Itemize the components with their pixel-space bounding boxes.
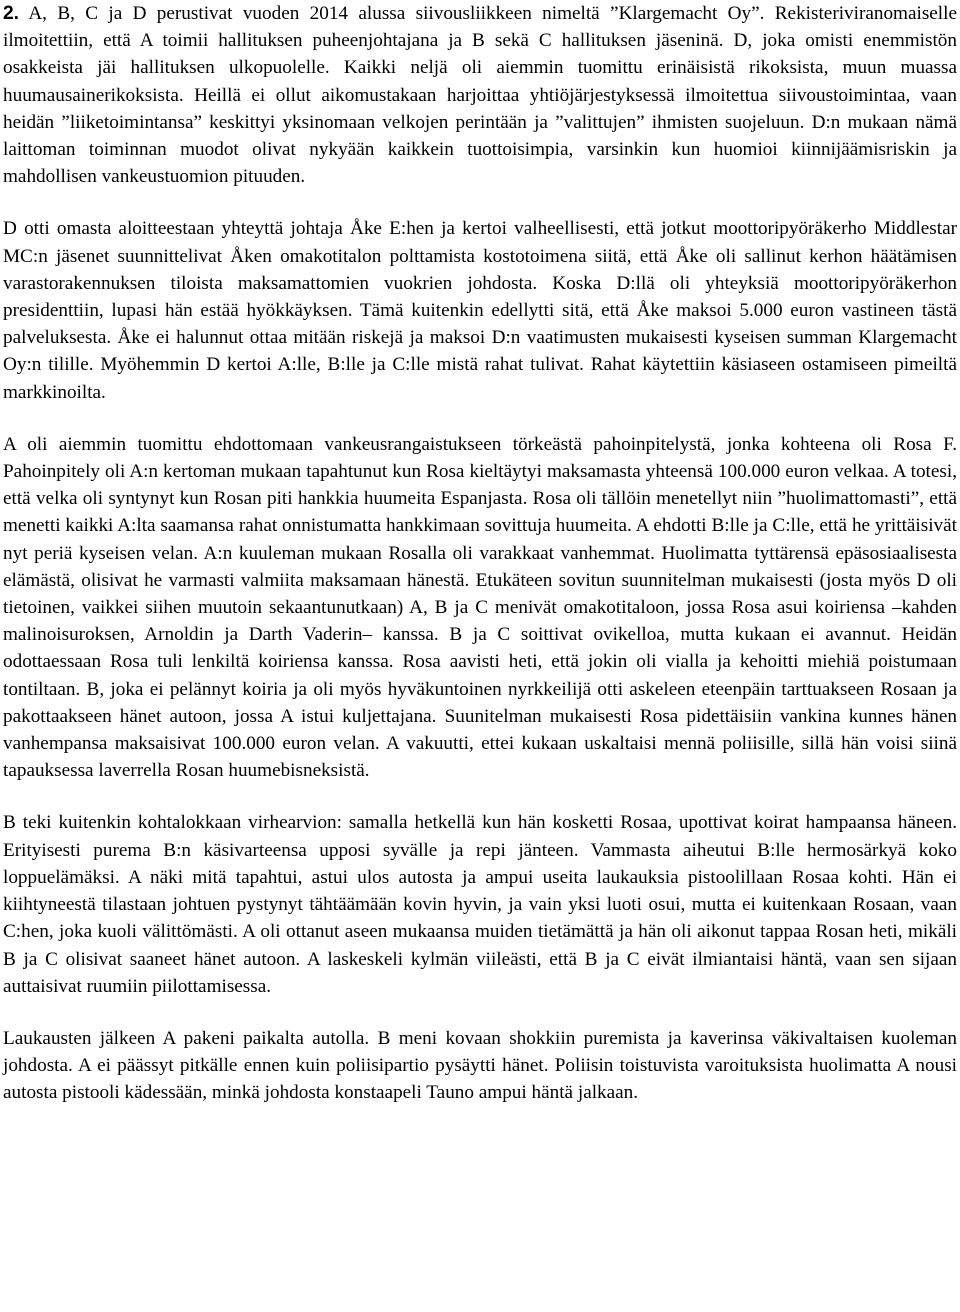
paragraph-2: D otti omasta aloitteestaan yhteyttä johtaja Åke E:hen ja kertoi valheellisesti, että jotkut moottoripyöräkerho Middlestar MC:n jäsenet suunnittelivat Åken omakotitalon polttamista kostotoimena siitä, että Åke oli sallinut kerhon häätämisen varastorakennuksen tiloista maksamattomien vuokrien johdosta. Koska D:llä oli yhteyksiä moottoripyöräkerhon presidenttiin, lupasi hän estää hyökkäyksen. Tämä kuitenkin edellytti sitä, että Åke maksoi 5.000 euron vastineen tästä palveluksesta. Åke ei halunnut ottaa mitään riskejä ja maksoi D:n vaatimusten mukaisesti kyseisen summan Klargemacht Oy:n tilille. Myöhemmin D kertoi A:lle, B:lle ja C:lle mistä rahat tulivat. Rahat käytettiin käsiaseen ostamiseen pimeiltä markkinoilta.	[3, 218, 957, 403]
paragraph-3: A oli aiemmin tuomittu ehdottomaan vankeusrangaistukseen törkeästä pahoinpitelystä, jonka kohteena oli Rosa F. Pahoinpitely oli A:n kertoman mukaan tapahtunut kun Rosa kieltäytyi maksamasta yhteensä 100.000 euron velkaa. A totesi, että velka oli syntynyt kun Rosan piti hankkia huumeita Espanjasta. Rosa oli tällöin menetellyt niin ”huolimattomasti”, että menetti kaikki A:lta saamansa rahat onnistumatta hankkimaan sovittuja huumeita. A ehdotti B:lle ja C:lle, että he yrittäisivät nyt periä kyseisen velan. A:n kuuleman mukaan Rosalla oli varakkaat vanhemmat. Huolimatta tyttärensä epäsosiaalisesta elämästä, olisivat he varmasti valmiita maksamaan hänestä. Etukäteen sovitun suunnitelman mukaisesti (josta myös D oli tietoinen, vaikkei siihen muutoin sekaantunutkaan) A, B ja C menivät omakotitaloon, jossa Rosa asui koiriensa –kahden malinoisuroksen, Arnoldin ja Darth Vaderin– kanssa. B ja C soittivat ovikelloa, mutta kukaan ei avannut. Heidän odottaessaan Rosa tuli lenkiltä koiriensa kanssa. Rosa aavisti heti, että jokin oli vialla ja kehoitti miehiä poistumaan tontiltaan. B, joka ei pelännyt koiria ja oli myös hyväkuntoinen nyrkkeilijä otti askeleen eteenpäin tarttuakseen Rosaan ja pakottaakseen hänet autoon, jossa A istui kuljettajana. Suunitelman mukaisesti Rosa pidettäisiin vankina kunnes hänen vanhempansa maksaisivat 100.000 euron velan. A vakuutti, ettei kukaan uskaltaisi mennä poliisille, sillä hän voisi siinä tapauksessa laverrella Rosan huumebisneksistä.	[3, 433, 957, 782]
paragraph-4: B teki kuitenkin kohtalokkaan virhearvion: samalla hetkellä kun hän kosketti Rosaa, upottivat koirat hampaansa häneen. Erityisesti purema B:n käsivarteensa upposi syvälle ja repi jänteen. Vammasta aiheutui B:lle hermosärkyä koko loppuelämäksi. A näki mitä tapahtui, astui ulos autosta ja ampui useita laukauksia pistoolillaan Rosaa kohti. Hän ei kiihtyneestä tilastaan johtuen pystynyt tähtäämään kovin hyvin, ja vain yksi luoti osui, mutta ei kuitenkaan Rosaan, vaan C:hen, joka kuoli välittömästi. A oli ottanut aseen mukaansa muiden tietämättä ja hän oli aikonut tappaa Rosan heti, mikäli B ja C olisivat saaneet hänet autoon. A laskeskeli kylmän viileästi, että B ja C eivät ilmiantaisi häntä, vaan sen sijaan auttaisivat ruumiin piilottamisessa.	[3, 812, 957, 997]
paragraph-5: Laukausten jälkeen A pakeni paikalta autolla. B meni kovaan shokkiin puremista ja kaverinsa väkivaltaisen kuoleman johdosta. A ei päässyt pitkälle ennen kuin poliisipartio pysäytti hänet. Poliisin toistuvista varoituksista huolimatta A nousi autosta pistooli kädessään, minkä johdosta konstaapeli Tauno ampui häntä jalkaan.	[3, 1027, 957, 1104]
paragraph-1-text: A, B, C ja D perustivat vuoden 2014 alussa siivousliikkeen nimeltä ”Klargemacht Oy”. Rekisteriviranomaiselle ilmoitettiin, että A toimii hallituksen puheenjohtajana ja B sekä C hallituksen jäseninä. D, joka omisti enemmistön osakkeista jäi hallituksen ulkopuolelle. Kaikki neljä oli aiemmin tuomittu erinäisistä rikoksista, muun muassa huumausainerikoksista. Heillä ei ollut aikomustakaan harjoittaa yhtiöjärjestyksessä ilmoitettua siivoustoimintaa, vaan heidän ”liiketoimintansa” keskittyi yksinomaan velkojen perintään ja ”valittujen” ihmisten suojeluun. D:n mukaan nämä laittoman toiminnan muodot olivat nykyään kaikkein tuottoisimpia, varsinkin kun huomioi kiinnijäämisriskin ja mahdollisen vankeustuomion pituuden.	[3, 3, 957, 188]
paragraph-1	[3, 0, 957, 190]
item-number: 2.	[3, 3, 20, 24]
